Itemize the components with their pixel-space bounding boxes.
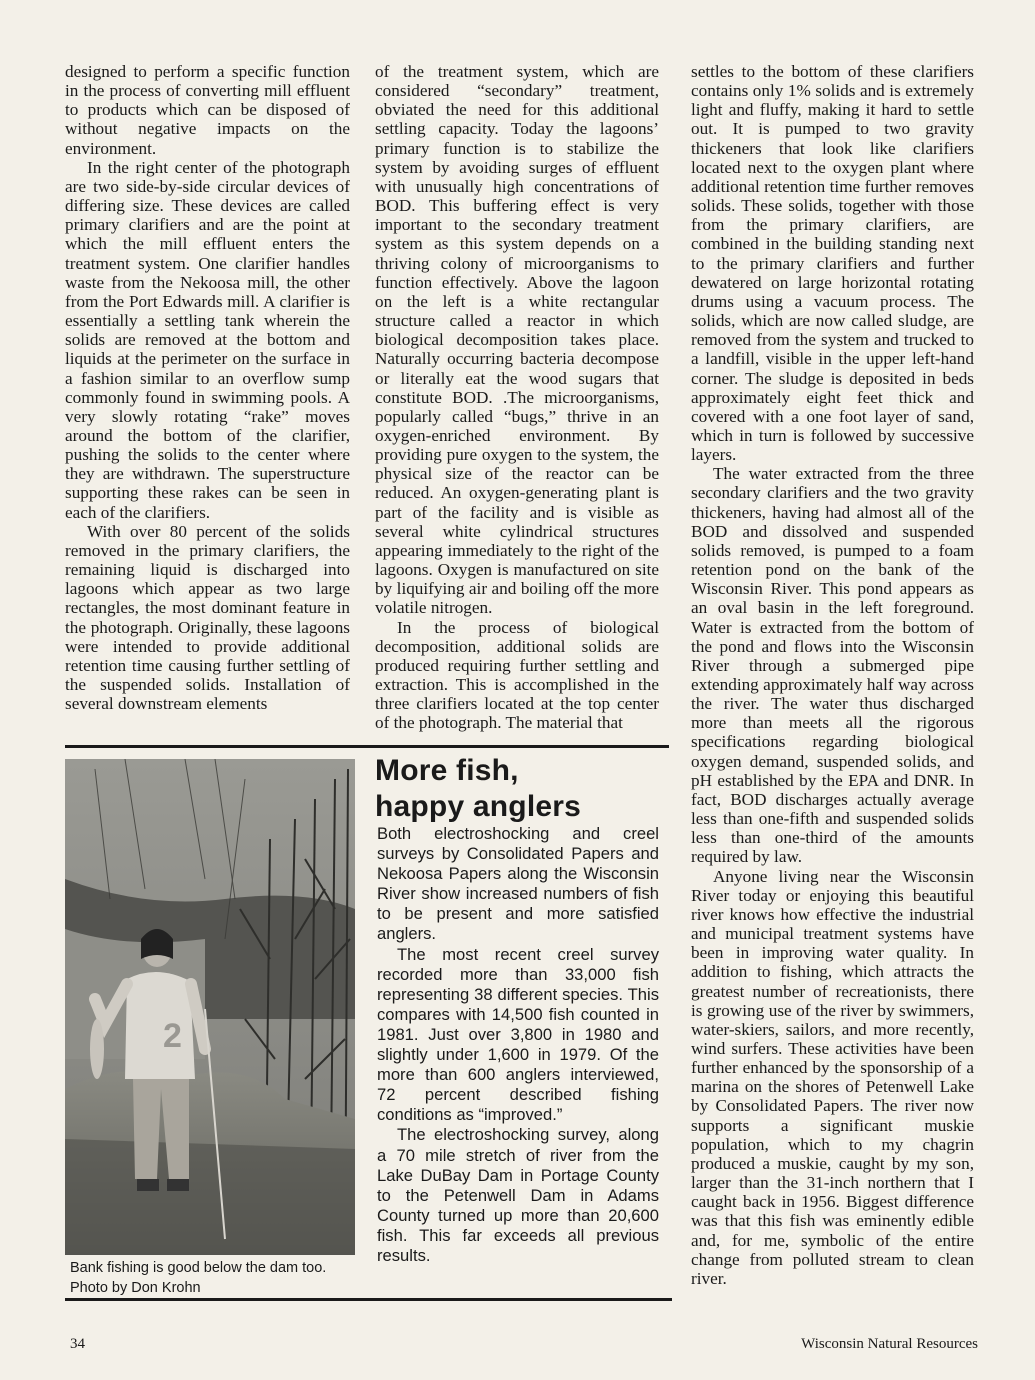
- page-number: 34: [70, 1336, 85, 1352]
- sidebar-headline: [375, 753, 659, 825]
- photo-illustration: [65, 759, 355, 1255]
- shirt-number: 2: [163, 1017, 182, 1055]
- article-paragraph: The water extracted from the three secondary clarifiers and the two gravity thickeners, having had almost all of the BOD and dissolved and suspended solids removed, is pumped to a foam retention pond on the bank of the Wisconsin River. This pond appears as an oval basin in the left foreground. Water is extracted from the bottom of the pond and flows into the Wisconsin River through a submerged pipe extending approximately half way across the river. The water thus discharged more than meets all the rigorous specifications regarding biological oxygen demand, suspended solids, and pH established by the EPA and DNR. In fact, BOD discharges actually average less than one-fifth and suspended solids less than one-third of the amounts required by law.: [691, 464, 974, 867]
- sidebar-paragraph: The electroshocking survey, along a 70 mile stretch of river from the Lake DuBay Dam in Portage County to the Petenwell Dam in Adams County turned up more than 20,600 fish. This far exceeds all previous results.: [377, 1125, 659, 1265]
- photo-caption: [70, 1258, 355, 1298]
- photo-credit: Photo by Don Krohn: [70, 1280, 201, 1296]
- article-column-2: [375, 62, 659, 732]
- sidebar-paragraph: The most recent creel survey recorded more than 33,000 fish representing 38 different species. This compares with 14,500 fish counted in 1981. Just over 3,800 in 1980 and slightly under 1,600 in 1979. Of the more than 600 anglers interviewed, 72 percent described fishing conditions as “improved.”: [377, 944, 659, 1125]
- article-paragraph: of the treatment system, which are considered “secondary” treatment, obviated the need for this additional settling capacity. Today the lagoons’ primary function is to stabilize the system by avoiding surges of effluent with unusually high concentrations of BOD. This buffering effect is very important to the secondary treatment system as this system depends on a thriving colony of microorganisms to function effectively. Above the lagoon on the left is a white rectangular structure called a reactor in which biological decomposition takes place. Naturally occurring bacteria decompose or literally eat the wood sugars that constitute BOD. .The microorganisms, popularly called “bugs,” thrive in an oxygen-enriched environment. By providing pure oxygen to the system, the physical size of the reactor can be reduced. An oxygen-generating plant is part of the facility and is visible as several white cylindrical structures appearing immediately to the right of the lagoons. Oxygen is manufactured on site by liquifying air and boiling off the more volatile nitrogen.: [375, 62, 659, 618]
- sidebar-top-rule: [65, 745, 669, 748]
- magazine-name: Wisconsin Natural Resources: [801, 1336, 978, 1352]
- caption-text: Bank fishing is good below the dam too.: [70, 1260, 327, 1276]
- article-paragraph: In the right center of the photograph are two side-by-side circular devices of differing size. These devices are called primary clarifiers and are the point at which the mill effluent enters the treatment system. One clarifier handles waste from the Nekoosa mill, the other from the Port Edwards mill. A clarifier is essentially a settling tank wherein the solids are removed at the bottom and liquids at the perimeter on the surface in a fashion similar to an overflow sump commonly found in swimming pools. A very slowly rotating “rake” moves around the bottom of the clarifier, pushing the solids to the center where they are withdrawn. The superstructure supporting these rakes can be seen in each of the clarifiers.: [65, 157, 350, 522]
- headline-line-1: More fish,: [375, 754, 519, 787]
- article-paragraph: designed to perform a specific function in the process of converting mill effluent to products which can be disposed of without negative impacts on the environment.: [65, 62, 350, 158]
- article-paragraph: settles to the bottom of these clarifiers contains only 1% solids and is extremely light and fluffy, making it hard to settle out. It is pumped to two gravity thickeners that look like clarifiers located next to the oxygen plant where additional retention time further removes solids. These solids, together with those from the primary clarifiers, are combined in the building standing next to the primary clarifiers and further dewatered on large horizontal rotating drums using a vacuum process. The solids, which are now called sludge, are removed from the system and trucked to a landfill, visible in the upper left-hand corner. The sludge is deposited in beds approximately eight feet thick and covered with a one foot layer of sand, which in turn is followed by successive layers.: [691, 62, 974, 465]
- article-paragraph: With over 80 percent of the solids removed in the primary clarifiers, the remaining liquid is discharged into lagoons which appear as two large rectangles, the most dominant feature in the photograph. Originally, these lagoons were intended to provide additional retention time causing further settling of the suspended solids. Installation of several downstream elements: [65, 521, 350, 714]
- sidebar-bottom-rule: [65, 1298, 672, 1301]
- article-paragraph: In the process of biological decomposition, additional solids are produced requiring further settling and extraction. This is accomplished in the three clarifiers located at the top center of the photograph. The material that: [375, 617, 659, 733]
- article-column-1: [65, 62, 350, 713]
- headline-line-2: happy anglers: [375, 790, 581, 823]
- sidebar-body: [377, 824, 659, 1266]
- article-paragraph: Anyone living near the Wisconsin River today or enjoying this beautiful river knows how effective the industrial and municipal treatment systems have been in improving water quality. In addition to fishing, which attracts the greatest number of recreationists, there is growing use of the river by swimmers, water-skiers, sailors, and more recently, wind surfers. These activities have been further enhanced by the sponsorship of a marina on the shores of Petenwell Lake by Consolidated Papers. The river now supports a significant muskie population, which to my chagrin produced a muskie, caught by my son, larger than the 31-inch northern that I caught back in 1956. Biggest difference was that this fish was eminently edible and, for me, symbolic of the entire change from polluted stream to clean river.: [691, 866, 974, 1288]
- article-column-3: [691, 62, 974, 1288]
- angler-photo: [65, 759, 355, 1255]
- sidebar-paragraph: Both electroshocking and creel surveys by Consolidated Papers and Nekoosa Papers along the Wisconsin River show increased numbers of fish to be present and more satisfied anglers.: [377, 824, 659, 944]
